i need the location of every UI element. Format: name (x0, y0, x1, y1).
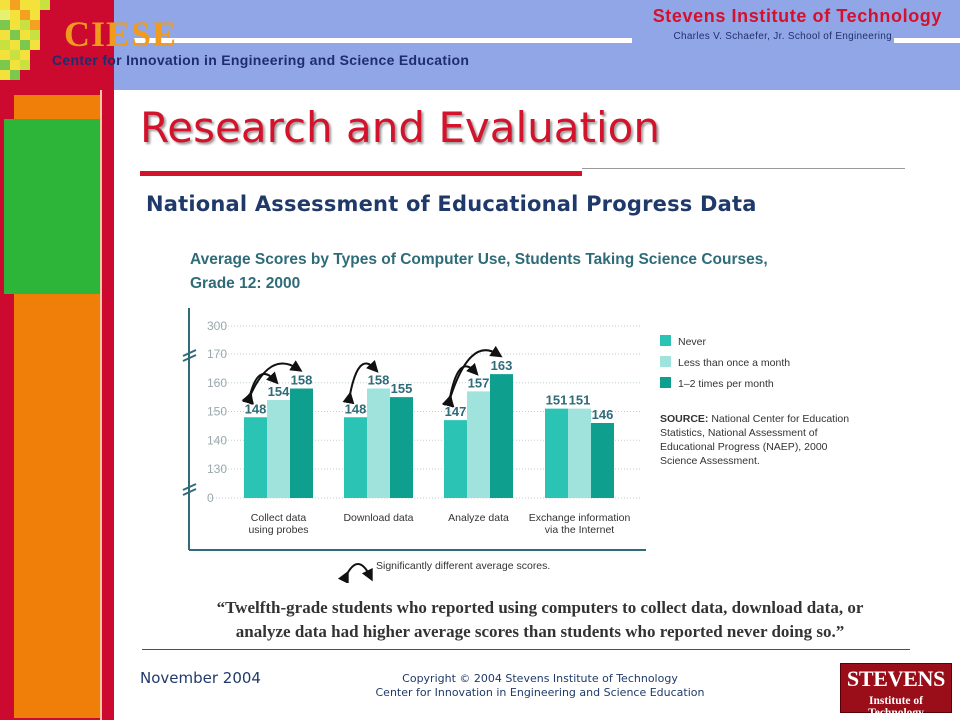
institute-name: Stevens Institute of Technology (652, 6, 942, 26)
bar-value-label: 157 (467, 375, 490, 391)
pixel-square (10, 50, 20, 60)
slide-subtitle: National Assessment of Educational Progress Data (146, 192, 757, 216)
copyright-line-2: Center for Innovation in Engineering and Science Education (375, 686, 705, 699)
stevens-logo (840, 663, 952, 719)
significance-arrow-icon (346, 564, 370, 576)
pixel-square (20, 40, 30, 50)
bar (290, 389, 313, 499)
chart-title-line2: Grade 12: 2000 (190, 275, 301, 292)
bar-value-label: 146 (591, 407, 614, 422)
orange-block (14, 294, 100, 718)
plot-area (183, 308, 849, 576)
bar-chart (180, 238, 860, 583)
bar (267, 400, 290, 498)
pixel-square (0, 30, 10, 40)
pixel-square (0, 40, 10, 50)
category-label: Exchange information (528, 512, 631, 524)
pixel-square (10, 40, 20, 50)
y-tick-label: 0 (207, 491, 214, 505)
page-title: Research and Evaluation (140, 103, 660, 152)
bar-value-label: 155 (390, 381, 413, 397)
footer-copyright (330, 672, 750, 700)
pixel-square (0, 0, 10, 10)
y-tick-label: 130 (207, 462, 228, 476)
pixel-square (30, 30, 40, 40)
chart-title: Average Scores by Types of Computer Use, Students Taking Science Courses, (190, 251, 768, 268)
bar (490, 374, 513, 498)
bar-value-label: 158 (367, 372, 390, 388)
y-tick-label: 170 (207, 347, 228, 361)
legend-label: Less than once a month (678, 357, 791, 369)
bar (591, 423, 614, 498)
orange-block (14, 95, 100, 119)
bar (467, 391, 490, 498)
bar-value-label: 151 (545, 392, 568, 408)
pixel-square (40, 0, 50, 10)
ciese-logo: CIESE (64, 14, 178, 54)
significance-note: Significantly different average scores. (376, 560, 551, 572)
quote-text (120, 596, 960, 644)
source-label: SOURCE: (660, 413, 709, 425)
category-label: Collect data (250, 512, 307, 524)
stevens-logo-text: STEVENS (846, 666, 946, 691)
pixel-square (30, 40, 40, 50)
white-divider (100, 90, 102, 720)
pixel-square (10, 0, 20, 10)
pixel-square (10, 10, 20, 20)
pixel-square (0, 70, 10, 80)
quote-line-2: analyze data had higher average scores than students who reported never doing so.” (235, 622, 845, 641)
category-label: Download data (343, 512, 414, 524)
legend-swatch (660, 335, 671, 346)
footer-date: November 2004 (140, 669, 261, 687)
y-tick-label: 160 (207, 375, 228, 390)
center-name: Center for Innovation in Engineering and Science Education (52, 52, 470, 68)
quote-line-1: “Twelfth-grade students who reported using computers to collect data, download data, or (216, 598, 864, 617)
source-line: Science Assessment. (660, 455, 760, 467)
source-line: Statistics, National Assessment of (660, 427, 818, 439)
pixel-square (0, 60, 10, 70)
pixel-square (20, 50, 30, 60)
bar-value-label: 148 (244, 401, 267, 417)
quote-divider (142, 649, 910, 650)
pixel-square (30, 20, 40, 30)
pixel-square (20, 0, 40, 10)
pixel-square (30, 10, 40, 20)
category-label: via the Internet (544, 524, 615, 536)
source-line: Educational Progress (NAEP), 2000 (660, 441, 828, 453)
y-tick-label: 300 (207, 319, 228, 333)
bar-value-label: 163 (490, 358, 513, 374)
copyright-line-1: Copyright © 2004 Stevens Institute of Technology (402, 672, 678, 685)
y-tick-label: 140 (207, 433, 228, 448)
legend-label: 1–2 times per month (678, 378, 774, 390)
source-line: National Center for Education (708, 413, 850, 425)
bar-value-label: 147 (444, 404, 467, 420)
bar (444, 420, 467, 498)
bar (367, 389, 390, 499)
y-tick-label: 150 (207, 404, 228, 419)
stevens-logo-subtext: Institute of Technology (868, 695, 924, 719)
title-underline-red (140, 171, 582, 176)
header-rule (894, 38, 960, 43)
title-underline-gray (582, 168, 905, 169)
bar (545, 409, 568, 498)
pixel-square (0, 10, 10, 20)
bar-value-label: 154 (267, 384, 290, 399)
left-decorative-bar (0, 0, 114, 720)
legend-swatch (660, 356, 671, 367)
pixel-square (20, 10, 30, 20)
header-rule (134, 38, 632, 43)
pixel-square (20, 20, 30, 30)
pixel-square (0, 50, 10, 60)
pixel-square (10, 30, 20, 40)
legend-label: Never (678, 336, 707, 348)
bar (390, 397, 413, 498)
pixel-square (10, 60, 20, 70)
green-block (4, 119, 100, 294)
category-label: using probes (248, 524, 309, 536)
bar-value-label: 158 (290, 372, 313, 388)
pixel-square (10, 20, 20, 30)
pixel-square (20, 60, 30, 70)
source-text (660, 413, 849, 425)
legend-swatch (660, 377, 671, 388)
pixel-square (20, 30, 30, 40)
category-label: Analyze data (448, 512, 509, 524)
school-name: Charles V. Schaefer, Jr. School of Engineering (673, 31, 892, 42)
bar-value-label: 151 (568, 392, 591, 408)
pixel-square (10, 70, 20, 80)
pixel-square (0, 20, 10, 30)
bar (344, 417, 367, 498)
bar (244, 417, 267, 498)
bar (568, 409, 591, 498)
bar-value-label: 148 (344, 401, 367, 417)
